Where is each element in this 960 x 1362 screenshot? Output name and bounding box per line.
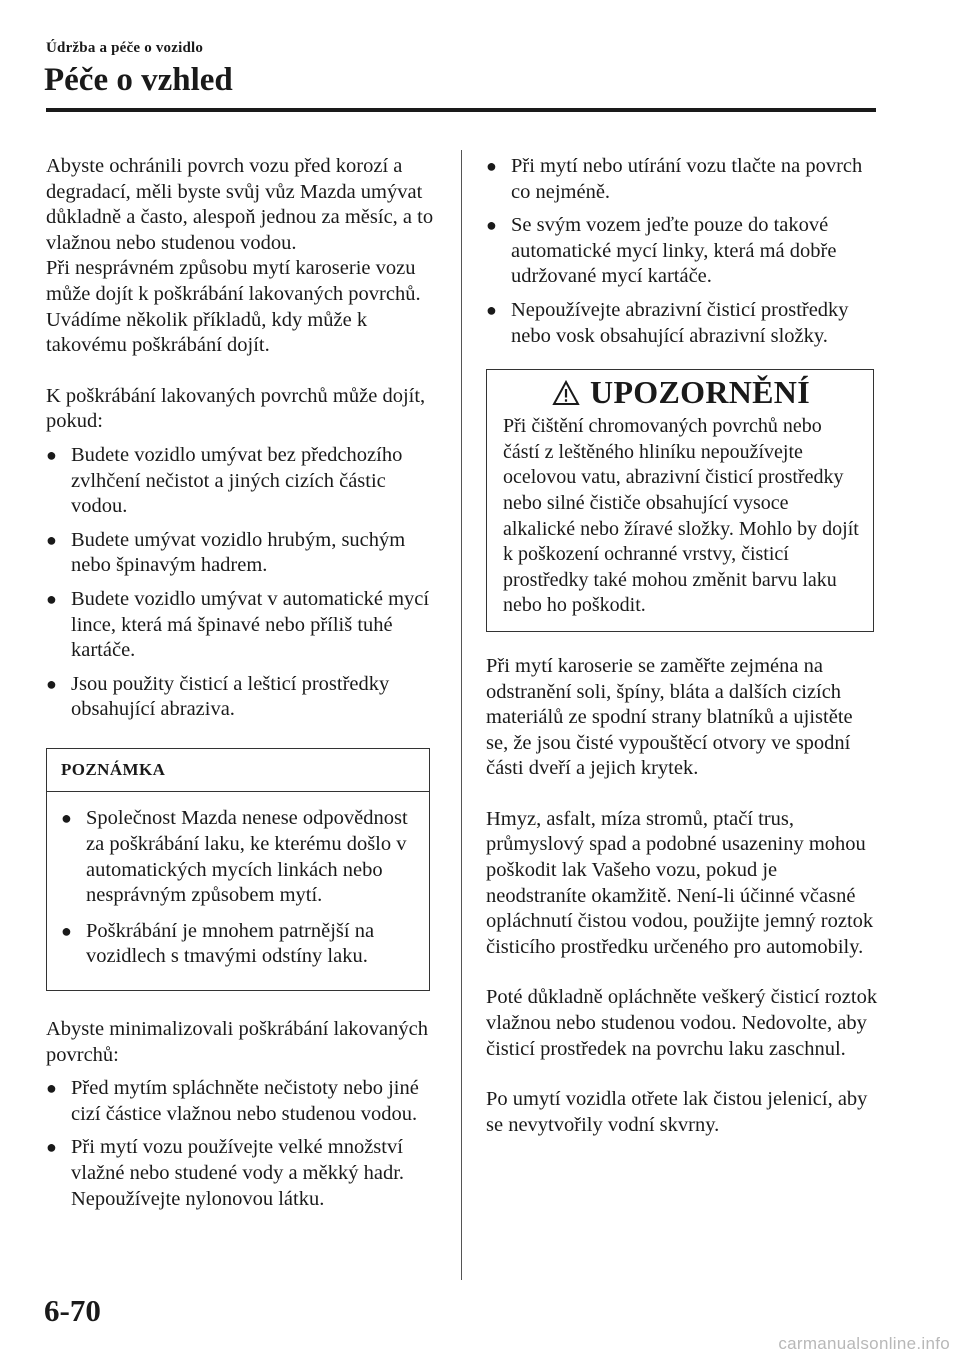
intro-paragraph-2: Při nesprávném způsobu mytí karoserie vozu může dojít k poškrábání lakovaných povrchů. Uvádíme několik příkladů, kdy může k takovému poškrábání dojít.: [46, 257, 421, 357]
bullet-icon: ●: [486, 156, 497, 176]
note-heading: POZNÁMKA: [47, 749, 429, 793]
right-column: [486, 154, 878, 1163]
minimize-lead: Abyste minimalizovali poškrábání lakovaných povrchů:: [46, 1018, 429, 1066]
bullet-icon: ●: [46, 588, 57, 609]
list-item-text: Jsou použity čisticí a lešticí prostředky obsahující abraziva.: [71, 672, 390, 721]
list-item: [61, 919, 415, 970]
title-rule: [46, 108, 876, 112]
list-item-text: Poškrábání je mnohem patrnější na vozidlech s tmavými odstíny laku.: [86, 919, 375, 968]
watermark: carmanualsonline.info: [778, 1334, 950, 1353]
wash-tips-list: [486, 154, 878, 349]
bullet-icon: ●: [46, 673, 57, 694]
list-item-text: Budete vozidlo umývat v automatické mycí lince, která má špinavé nebo příliš tuhé kartáče.: [71, 587, 430, 662]
list-item: [486, 213, 878, 290]
bullet-icon: ●: [61, 920, 72, 941]
warning-title: UPOZORNĚNÍ: [590, 374, 810, 411]
list-item: [486, 298, 878, 349]
column-divider: [461, 150, 462, 1280]
list-item: [46, 672, 436, 723]
bullet-icon: ●: [46, 444, 57, 465]
list-item-text: Při mytí nebo utírání vozu tlačte na povrch co nejméně.: [511, 155, 863, 203]
bullet-icon: ●: [61, 808, 72, 829]
insects-paragraph: Hmyz, asfalt, míza stromů, ptačí trus, průmyslový spad a podobné usazeniny mohou poškodit lak Vašeho vozu, pokud je neodstraníte okamžitě. Není-li účinné včasné opláchnutí čistou vodou, použijte jemný roztok čisticího prostředku určeného pro automobily.: [486, 807, 874, 958]
bullet-icon: ●: [46, 1078, 57, 1099]
list-item-text: Před mytím spláchněte nečistoty nebo jiné cizí částice vlažnou nebo studenou vodou.: [71, 1077, 419, 1125]
list-item: [46, 587, 436, 664]
page-title: Péče o vzhled: [44, 62, 233, 98]
minimize-tips-list: [46, 1076, 436, 1212]
warning-text: Při čištění chromovaných povrchů nebo částí z leštěného hliníku nepoužívejte ocelovou vatu, abrazivní čisticí prostředky nebo silné čističe obsahující vysoce alkalické nebo žíravé složky. Mohlo by dojít k poškození ochranné vrstvy, čisticí prostředky také mohou změnit barvu laku nebo ho poškodit.: [503, 415, 859, 617]
list-item: [46, 1076, 436, 1127]
list-item: [46, 528, 436, 579]
list-item: [61, 806, 415, 908]
intro-paragraph: Abyste ochránili povrch vozu před korozí a degradací, měli byste svůj vůz Mazda umývat důkladně a často, alespoň jednou za měsíc, a to vlažnou nebo studenou vodou.: [46, 155, 434, 254]
page-number: 6-70: [44, 1293, 101, 1328]
warning-box: [486, 369, 874, 632]
dry-paragraph: Po umytí vozidla otřete lak čistou jelenicí, aby se nevytvořily vodní skvrny.: [486, 1088, 868, 1136]
warning-triangle-icon: [552, 380, 580, 406]
underbody-paragraph: Při mytí karoserie se zaměřte zejména na odstranění soli, špíny, bláta a dalších cizích materiálů ze spodní strany blatníků a ujistěte se, že jsou čisté vypouštěcí otvory ve spodní části dveří a jejich krytek.: [486, 654, 853, 780]
section-label: Údržba a péče o vozidlo: [46, 40, 204, 56]
note-list: [61, 806, 415, 970]
bullet-icon: ●: [486, 299, 497, 320]
warning-header: [503, 374, 859, 411]
scratch-lead: K poškrábání lakovaných povrchů může dojít, pokud:: [46, 384, 426, 433]
left-column: [46, 154, 436, 1237]
list-item-text: Společnost Mazda nenese odpovědnost za poškrábání laku, ke kterému došlo v automatických mycích linkách nebo nesprávným způsobem mytí.: [86, 807, 408, 907]
list-item-text: Se svým vozem jeďte pouze do takové automatické mycí linky, která má dobře udržované mycí kartáče.: [511, 214, 837, 288]
list-item: [46, 443, 436, 520]
list-item-text: Při mytí vozu používejte velké množství vlažné nebo studené vody a měkký hadr. Nepoužívejte nylonovou látku.: [71, 1136, 405, 1210]
list-item: [486, 154, 878, 205]
list-item: [46, 1135, 436, 1212]
bullet-icon: ●: [46, 529, 57, 550]
note-box: [46, 748, 430, 991]
note-body: [47, 792, 429, 990]
bullet-icon: ●: [46, 1137, 57, 1158]
scratch-causes-list: [46, 443, 436, 723]
rinse-paragraph: Poté důkladně opláchněte veškerý čisticí roztok vlažnou nebo studenou vodou. Nedovolte, aby čisticí prostředek na povrchu laku zaschnul.: [486, 986, 878, 1060]
list-item-text: Nepoužívejte abrazivní čisticí prostředky nebo vosk obsahující abrazivní složky.: [511, 298, 849, 347]
list-item-text: Budete umývat vozidlo hrubým, suchým nebo špinavým hadrem.: [71, 528, 406, 577]
bullet-icon: ●: [486, 215, 497, 236]
list-item-text: Budete vozidlo umývat bez předchozího zvlhčení nečistot a jiných cizích částic vodou.: [71, 443, 403, 518]
